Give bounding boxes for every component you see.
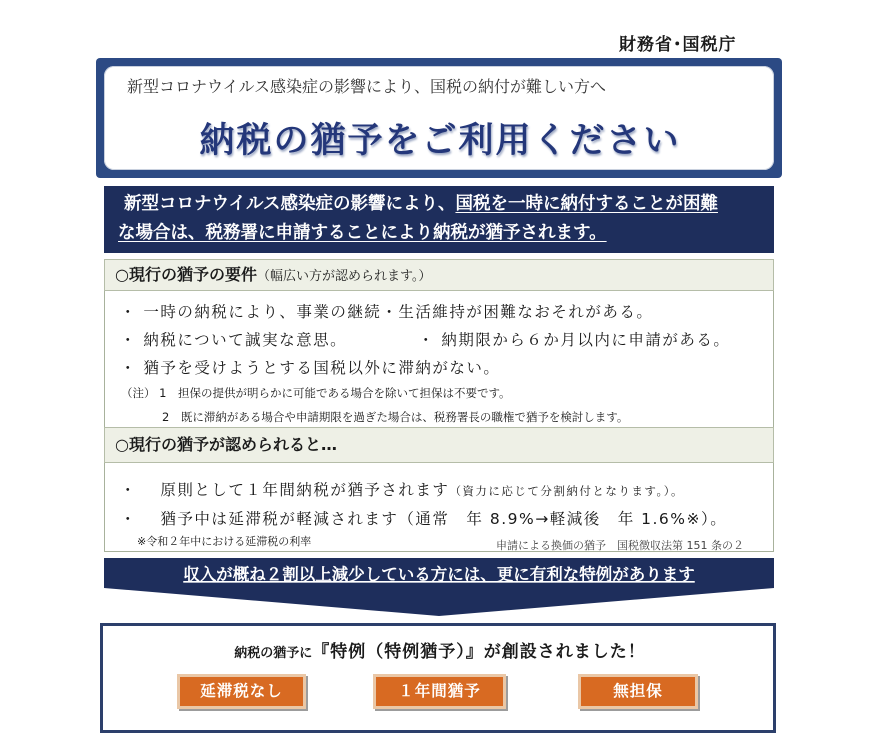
- agency-name: 財務省･国税庁: [619, 35, 737, 55]
- summary-line-2: [118, 219, 760, 248]
- effect-item-1-text: ・ 原則として１年間納税が猶予されます: [120, 481, 450, 499]
- badge-no-collateral: 無担保: [578, 674, 698, 709]
- effect-item-1-note: （資力に応じて分割納付となります。）。: [449, 484, 685, 498]
- page-title: 納税の猶予をご利用ください: [199, 121, 681, 161]
- summary-line-2-emphasis: な場合は、税務署に申請することにより納税が猶予されます。: [118, 223, 607, 243]
- law-reference: 申請による換価の猶予 国税徴収法第 151 条の２: [496, 539, 744, 552]
- summary-line-1-emphasis: 国税を一時に納付することが困難: [455, 194, 718, 214]
- requirement-note-2: 2 既に滞納がある場合や申請期限を過ぎた場合は、税務署長の職権で猶予を検討します。: [162, 410, 629, 424]
- special-measure-prefix: 納税の猶予に: [234, 646, 313, 661]
- requirement-item-3: ・ 納期限から６か月以内に申請がある。: [418, 331, 731, 349]
- badge-one-year-deferral: １年間猶予: [373, 674, 506, 709]
- requirement-item-4: ・ 猶予を受けようとする国税以外に滞納がない。: [120, 359, 501, 377]
- effect-item-2: ・ 猶予中は延滞税が軽減されます（通常 年 8.9%→軽減後 年 1.6%※）。: [120, 510, 728, 528]
- badge-no-delinquency-tax: 延滞税なし: [177, 674, 306, 709]
- special-measure-announcement: [0, 637, 880, 662]
- requirement-item-2: ・ 納税について誠実な意思。: [120, 331, 348, 349]
- requirement-note-1: （注） 1 担保の提供が明らかに可能である場合を除いて担保は不要です。: [121, 386, 511, 400]
- special-measure-text: 『特例（特例猶予）』が創設されました！: [312, 642, 646, 662]
- requirements-heading-text: ○現行の猶予の要件: [115, 265, 257, 284]
- summary-line-1-prefix: 新型コロナウイルス感染症の影響により、: [124, 194, 456, 214]
- effects-heading: ○現行の猶予が認められると…: [104, 427, 774, 463]
- effect-item-1: [120, 478, 684, 500]
- interest-rate-footnote: ※令和２年中における延滞税の利率: [137, 535, 312, 548]
- summary-banner: [104, 186, 774, 253]
- requirement-item-1: ・ 一時の納税により、事業の継続・生活維持が困難なおそれがある。: [120, 303, 654, 321]
- requirements-heading-note: （幅広い方が認められます。）: [256, 269, 432, 284]
- arrow-banner-text: 収入が概ね２割以上減少している方には、更に有利な特例があります: [183, 565, 695, 584]
- header-subtitle: 新型コロナウイルス感染症の影響により、国税の納付が難しい方へ: [127, 77, 607, 96]
- requirements-heading: [104, 259, 774, 291]
- arrow-banner: [104, 558, 774, 616]
- summary-line-1: [118, 190, 760, 219]
